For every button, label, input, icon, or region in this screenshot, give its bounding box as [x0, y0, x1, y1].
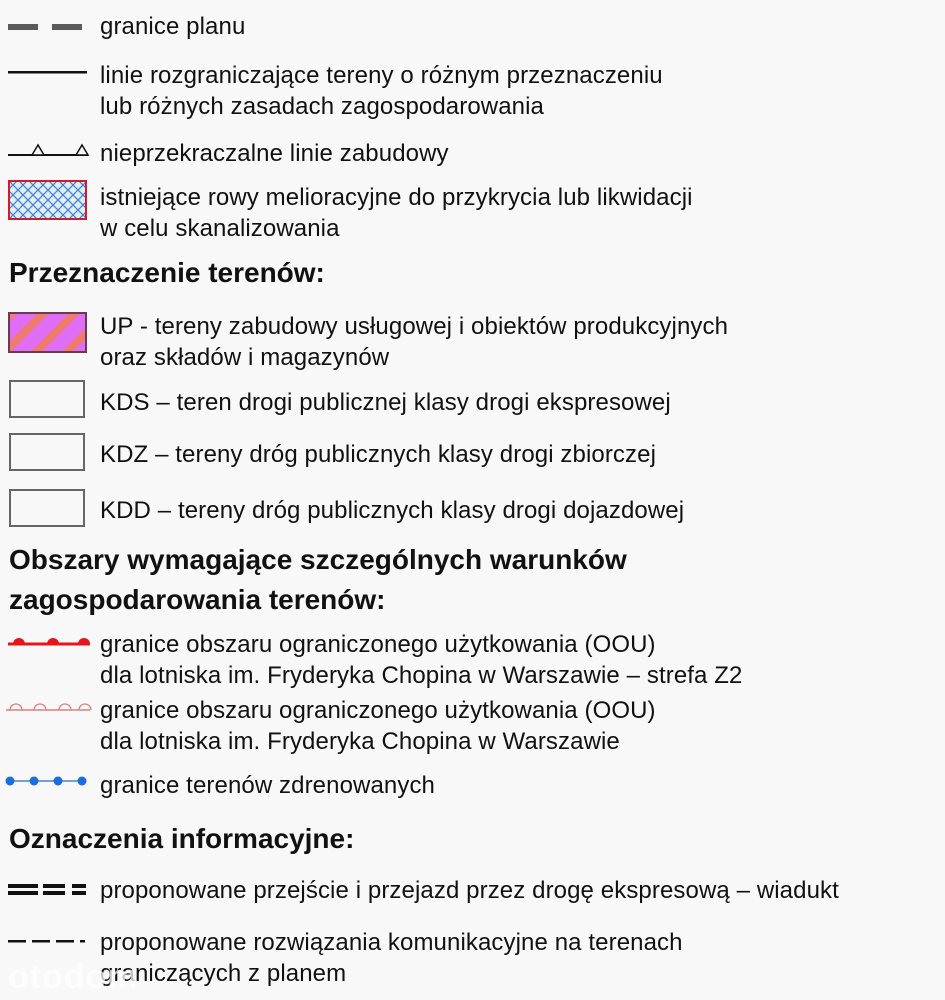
legend-label: KDD – tereny dróg publicznych klasy drogi dojazdowej [100, 497, 685, 524]
legend-label: granice planu [100, 13, 246, 40]
legend-label: nieprzekraczalne linie zabudowy [100, 140, 449, 167]
legend-label: granice terenów zdrenowanych [100, 772, 435, 799]
legend-label: proponowane przejście i przejazd przez drogę ekspresową – wiadukt [100, 877, 839, 904]
crosshatch-swatch-icon [8, 180, 88, 220]
blue-dot-line-icon [4, 772, 92, 788]
watermark: otodom [8, 958, 139, 996]
legend-label: KDS – teren drogi publicznej klasy drogi ekspresowej [100, 389, 671, 416]
line-with-triangles-icon [8, 141, 90, 157]
legend-item-drained-areas [0, 770, 900, 810]
legend-item-dividing-lines [0, 58, 900, 122]
legend-label-line-2: dla lotniska im. Fryderyka Chopina w Warszawie – strefa Z2 [100, 662, 743, 689]
legend-item-oou [0, 695, 900, 759]
legend-label-line-2: oraz składów i magazynów [100, 344, 390, 371]
legend-item-kds [0, 380, 900, 422]
legend-label-line-2: lub różnych zasadach zagospodarowania [100, 93, 544, 120]
legend-item-drainage-ditches [0, 178, 900, 244]
legend-label: KDZ – tereny dróg publicznych klasy drogi zbiorczej [100, 441, 657, 468]
legend-label-line-1: granice obszaru ograniczonego użytkowania (OOU) [100, 631, 656, 658]
legend-label-line-2: dla lotniska im. Fryderyka Chopina w Warszawie [100, 728, 620, 755]
section-title-land-use: Przeznaczenie terenów: [9, 257, 325, 288]
legend-item-up [0, 310, 900, 374]
pink-open-semicircle-line-icon [4, 699, 92, 713]
section-title-special-line-2: zagospodarowania terenów: [9, 584, 386, 615]
dashed-gray-line-icon [8, 23, 84, 31]
section-title-info: Oznaczenia informacyjne: [9, 823, 355, 854]
legend-item-plan-boundary [0, 8, 900, 48]
thin-dashed-line-icon [8, 940, 88, 944]
solid-black-line-icon [8, 71, 88, 75]
legend-item-kdd [0, 489, 900, 531]
empty-swatch-icon [9, 380, 85, 418]
legend-item-oou-z2 [0, 628, 900, 692]
legend-label-line-1: UP - tereny zabudowy usługowej i obiektów produkcyjnych [100, 313, 729, 340]
double-dashed-line-icon [8, 884, 88, 896]
red-semicircle-line-icon [8, 630, 92, 646]
legend-label-line-2: graniczących z planem [100, 960, 347, 987]
legend-label-line-1: proponowane rozwiązania komunikacyjne na terenach [100, 929, 683, 956]
empty-swatch-icon [9, 489, 85, 527]
legend-label-line-1: istniejące rowy melioracyjne do przykrycia lub likwidacji [100, 184, 693, 211]
section-title-special-line-1: Obszary wymagające szczególnych warunków [9, 544, 627, 575]
empty-swatch-icon [9, 433, 85, 471]
legend-label-line-1: linie rozgraniczające tereny o różnym przeznaczeniu [100, 62, 663, 89]
striped-magenta-swatch-icon [8, 312, 88, 354]
legend-item-kdz [0, 433, 900, 475]
legend-item-building-lines [0, 136, 900, 176]
legend-label-line-2: w celu skanalizowania [100, 215, 340, 242]
legend-item-viaduct [0, 874, 945, 914]
legend-label-line-1: granice obszaru ograniczonego użytkowania (OOU) [100, 697, 656, 724]
